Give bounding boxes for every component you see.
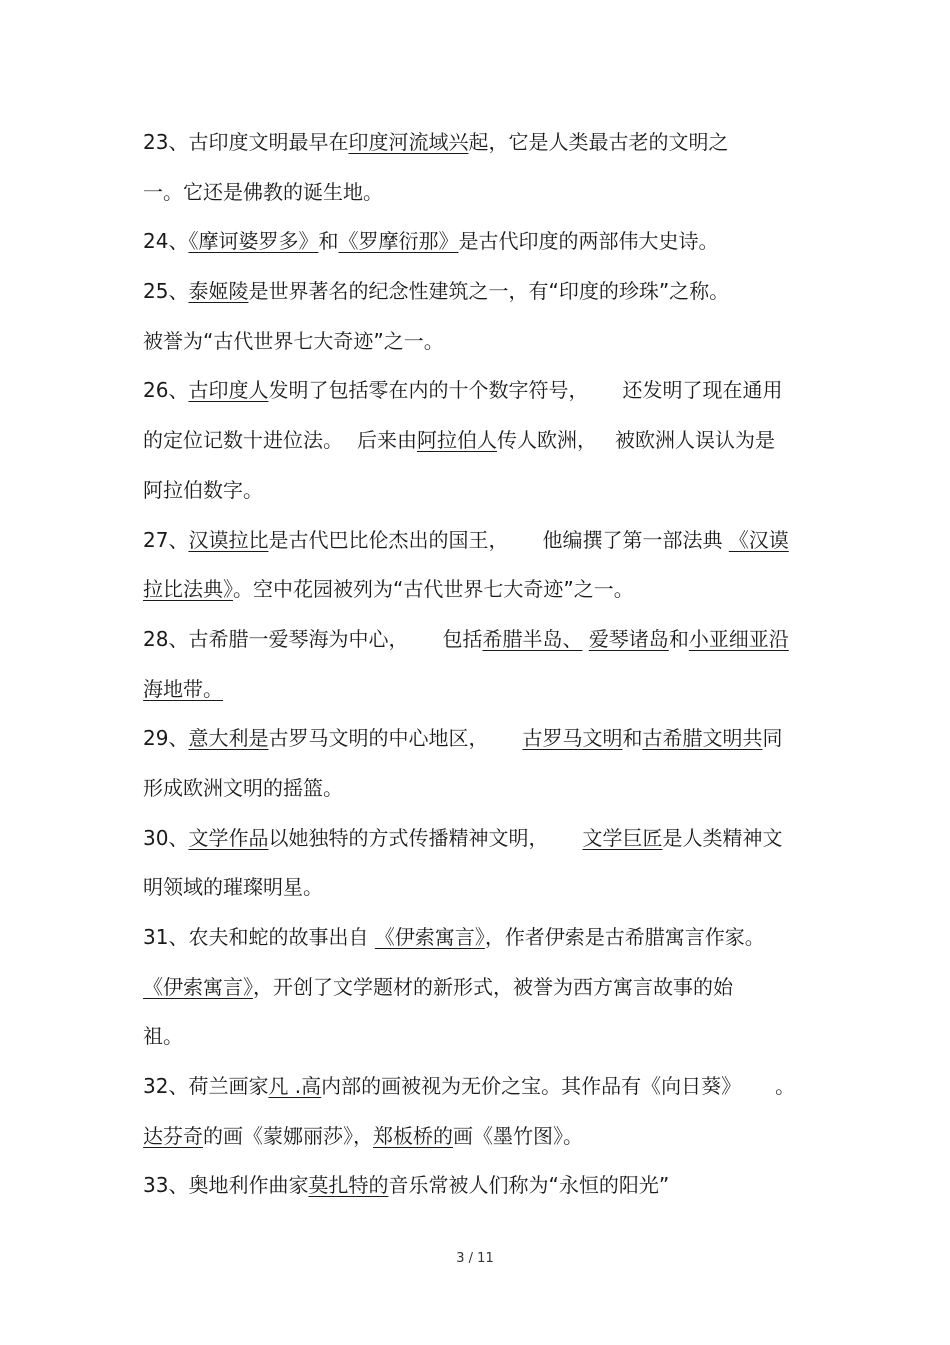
underlined-answer: 《伊索寓言》 — [143, 974, 253, 999]
text-line — [143, 963, 813, 1013]
underlined-answer: 莫扎特的 — [308, 1173, 389, 1198]
text-line — [143, 665, 813, 715]
text-segment: 同 — [762, 726, 783, 751]
underlined-answer: 爱琴诸岛 — [588, 626, 669, 651]
text-segment: 音乐常被人们称为“永恒的阳光” — [388, 1173, 670, 1198]
underlined-answer: 希腊半岛、 — [482, 626, 583, 651]
text-segment: 27、 — [143, 527, 189, 552]
text-line — [143, 764, 813, 814]
text-segment: 23、古印度文明最早在 — [143, 130, 349, 154]
text-line — [143, 1161, 813, 1211]
text-segment: 被欧洲人误认为是 — [615, 428, 775, 453]
text-line — [143, 317, 813, 367]
text-segment: 33、奥地利作曲家 — [143, 1173, 309, 1198]
text-segment: 形成欧洲文明的摇篮。 — [143, 775, 343, 800]
text-segment: 古罗马文明的中心地区， — [268, 726, 489, 751]
text-segment: 画《墨竹图》。 — [453, 1123, 583, 1148]
text-line — [143, 913, 813, 963]
underlined-answer: 《伊索寓言》 — [374, 925, 485, 949]
text-line — [143, 118, 813, 168]
text-segment: 传人欧洲， — [497, 428, 597, 453]
text-segment: 一。它还是佛教的诞生地。 — [143, 179, 383, 204]
text-segment: 的画《蒙娜丽莎》， — [203, 1123, 373, 1148]
text-segment: 。空中花园被列为“古代世界七大奇迹”之一。 — [233, 577, 634, 602]
text-segment: 阿拉伯数字。 — [143, 477, 263, 502]
text-segment: 和 — [668, 626, 689, 651]
text-line — [143, 615, 813, 665]
underlined-answer: 文学作品 — [188, 825, 269, 850]
underlined-answer: 拉比法典》 — [143, 577, 233, 602]
text-segment: 内部的画被视为无价之宝。其作品有《向日葵》 — [321, 1074, 742, 1099]
underlined-answer: 达芬奇 — [143, 1123, 203, 1148]
text-segment: 是古代巴比伦杰出的国王， — [268, 527, 509, 552]
underlined-answer: 小亚细亚沿 — [688, 626, 789, 651]
text-segment: 25、 — [143, 279, 189, 304]
text-line — [143, 516, 813, 566]
text-segment: 他编撰了第一部法典 — [542, 527, 729, 552]
text-segment: 发明了包括零在内的十个数字符号， — [268, 378, 589, 403]
text-line — [143, 714, 813, 764]
underlined-answer: 汉谟拉比 — [188, 527, 269, 552]
text-segment: 28、古希腊一爱琴海为中心， — [143, 626, 409, 651]
text-segment: 后来由 — [357, 428, 417, 453]
underlined-answer: 古罗马文明 — [522, 726, 623, 751]
text-line — [143, 863, 813, 913]
text-segment: 还发明了现在通用 — [622, 378, 783, 403]
text-segment: 以她独特的方式传播精神文明， — [268, 825, 549, 850]
underlined-answer: 古希腊文明共 — [642, 726, 763, 751]
text-segment: 和 — [318, 229, 339, 254]
underlined-answer: 古印度人 — [188, 378, 269, 403]
underlined-answer: 阿拉伯人 — [417, 428, 497, 453]
text-line — [143, 267, 813, 317]
text-segment: 被誉为“古代世界七大奇迹”之一。 — [143, 328, 444, 353]
text-line — [143, 814, 813, 864]
text-line — [143, 416, 813, 466]
text-segment: 24、 — [143, 229, 189, 254]
text-line — [143, 1062, 813, 1112]
text-line — [143, 1112, 813, 1162]
text-line — [143, 217, 813, 267]
text-segment: 和 — [622, 726, 643, 751]
underlined-answer: 《罗摩衍那》 — [338, 229, 459, 254]
underlined-answer: 意大利是 — [188, 726, 269, 751]
text-segment: 30、 — [143, 825, 189, 850]
text-segment: 祖。 — [143, 1024, 183, 1049]
underlined-answer: 印度河流域兴 — [348, 130, 469, 154]
underlined-answer: 《汉谟 — [728, 527, 789, 552]
underlined-answer: 文学巨匠 — [582, 825, 663, 850]
underlined-answer: 凡 .高 — [268, 1074, 322, 1099]
page-number: 3 / 11 — [456, 1251, 494, 1266]
text-segment: ，作者伊索是古希腊寓言作家。 — [484, 925, 765, 949]
text-segment: 的定位记数十进位法。 — [143, 428, 343, 453]
document-body — [143, 118, 813, 1211]
underlined-answer: 海地带。 — [143, 676, 223, 701]
underlined-answer: 《摩诃婆罗多》 — [188, 229, 319, 254]
underlined-answer: 泰姬陵 — [188, 279, 249, 304]
text-segment: 29、 — [143, 726, 189, 751]
text-line — [143, 466, 813, 516]
text-segment: 是人类精神文 — [662, 825, 783, 850]
text-segment: ，开创了文学题材的新形式，被誉为西方寓言故事的始 — [253, 974, 733, 999]
text-segment: 31、农夫和蛇的故事出自 — [143, 925, 375, 949]
text-segment: 是世界著名的纪念性建筑之一，有“印度的珍珠”之称。 — [248, 279, 730, 304]
text-segment: 。 — [775, 1074, 796, 1099]
text-segment: 起，它是人类最古老的文明之 — [468, 130, 729, 154]
text-line — [143, 366, 813, 416]
text-segment: 明领域的璀璨明星。 — [143, 875, 323, 900]
text-line — [143, 1012, 813, 1062]
underlined-answer: 郑板桥的 — [373, 1123, 453, 1148]
text-line — [143, 565, 813, 615]
text-segment: 是古代印度的两部伟大史诗。 — [458, 229, 719, 254]
text-segment: 包括 — [442, 626, 483, 651]
text-line — [143, 168, 813, 218]
text-segment: 32、荷兰画家 — [143, 1074, 269, 1099]
text-segment: 26、 — [143, 378, 189, 403]
